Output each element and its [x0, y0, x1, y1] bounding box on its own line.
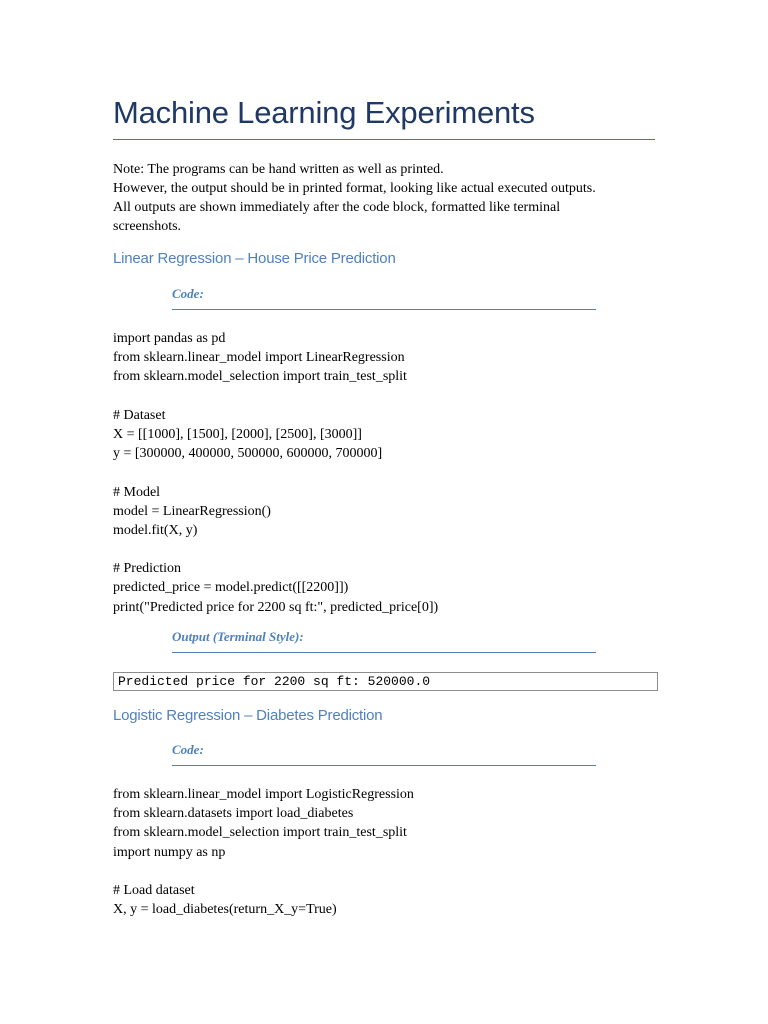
section-heading-linear-regression: Linear Regression – House Price Prediction [113, 250, 396, 267]
code-line: y = [300000, 400000, 500000, 600000, 700000] [113, 446, 383, 462]
code-line: X, y = load_diabetes(return_X_y=True) [113, 902, 337, 918]
code-line: X = [[1000], [1500], [2000], [2500], [3000]] [113, 426, 362, 442]
code-line [113, 387, 658, 406]
code-label: Code: [172, 741, 596, 766]
code-label: Code: [172, 285, 596, 310]
code-line: from sklearn.model_selection import train_test_split [113, 369, 407, 385]
note-line: However, the output should be in printed format, looking like actual executed outputs. [113, 181, 596, 196]
code-line [113, 540, 658, 559]
output-label: Output (Terminal Style): [172, 628, 596, 653]
section-heading-logistic-regression: Logistic Regression – Diabetes Prediction [113, 707, 383, 724]
code-line: from sklearn.datasets import load_diabetes [113, 806, 354, 822]
code-line: # Dataset [113, 407, 166, 423]
code-line: # Prediction [113, 561, 182, 577]
terminal-output: Predicted price for 2200 sq ft: 520000.0 [113, 672, 658, 691]
code-line [113, 862, 658, 881]
code-line: from sklearn.linear_model import LogisticRegression [113, 787, 414, 802]
code-line: from sklearn.model_selection import train_test_split [113, 825, 407, 841]
code-line: print("Predicted price for 2200 sq ft:", predicted_price[0]) [113, 599, 439, 615]
note-line: screenshots. [113, 219, 182, 234]
title-divider [113, 139, 655, 140]
code-line: from sklearn.linear_model import LinearRegression [113, 350, 405, 366]
code-line: model.fit(X, y) [113, 522, 198, 538]
code-line: # Model [113, 484, 161, 500]
note-line: Note: The programs can be hand written as well as printed. [113, 162, 444, 177]
code-line: import numpy as np [113, 844, 226, 860]
code-line [113, 463, 658, 482]
note-paragraph [113, 160, 653, 236]
page-title: Machine Learning Experiments [113, 95, 535, 130]
code-line: model = LinearRegression() [113, 503, 271, 519]
note-line: All outputs are shown immediately after the code block, formatted like terminal [113, 200, 561, 215]
code-line: import pandas as pd [113, 331, 226, 346]
code-block [113, 785, 658, 919]
code-block [113, 329, 658, 617]
code-line: predicted_price = model.predict([[2200]]) [113, 580, 349, 596]
code-line: # Load dataset [113, 882, 195, 898]
